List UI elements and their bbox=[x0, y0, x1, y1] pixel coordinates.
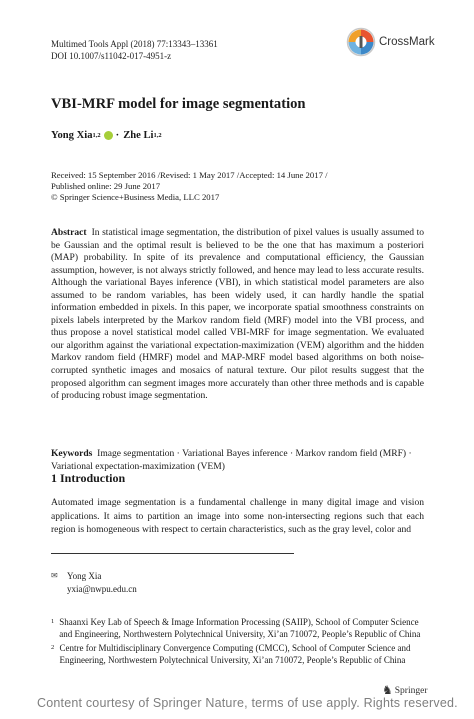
springer-horse-icon: ♞ bbox=[382, 683, 393, 697]
corresponding-author-name: Yong Xia bbox=[67, 571, 102, 581]
doi-line[interactable]: DOI 10.1007/s11042-017-4951-z bbox=[51, 51, 172, 61]
affiliation-footnote bbox=[51, 642, 431, 667]
section-heading: 1 Introduction bbox=[51, 471, 126, 485]
footnote-number: 2 bbox=[51, 644, 55, 651]
author-list bbox=[51, 130, 162, 141]
author-separator: · bbox=[115, 130, 120, 141]
abstract-text: In statistical image segmentation, the distribution of pixel values is usually assumed to be Gaussian and the optimal result is believed to be the one that has maximum a posteriori (MAP) probability. In spite of its prevalence and computational efficiency, the Gaussian assumption, however, is not always strictly followed, and hence may lead to less accurate results. Although the variational Bayes inference (VBI), in which statistical model parameters are also assumed to be random variables, has been widely used, it can hardly handle the spatial information embedded in pixels. In this paper, we incorporate spatial smoothness constraints on pixels labels interpreted by the Markov random field (MRF) model into the VBI process, and thus propose a novel statistical model called VBI-MRF for image segmentation. We evaluated our algorithm against the variational expectation-maximization (VEM) algorithm and the hidden Markov random field (HMRF) model and MAP-MRF model based algorithms on both noise-corrupted synthetic images and mosaics of natural texture. Our pilot results suggest that the proposed algorithm can segment images more accurately than other three methods and is capable of producing robust image segmentation. bbox=[51, 227, 424, 402]
footnote-number: 1 bbox=[51, 618, 55, 625]
article-title: VBI-MRF model for image segmentation bbox=[51, 96, 306, 112]
copyright-line: © Springer Science+Business Media, LLC 2017 bbox=[51, 192, 220, 202]
crossmark-badge[interactable] bbox=[346, 27, 435, 57]
footnote-divider bbox=[51, 553, 294, 554]
affiliation-footnote bbox=[51, 616, 431, 641]
received-dates: Received: 15 September 2016 /Revised: 1 May 2017 /Accepted: 14 June 2017 / bbox=[51, 170, 328, 180]
crossmark-icon bbox=[346, 27, 376, 57]
publication-dates bbox=[51, 170, 328, 203]
footnote-text: Centre for Multidisciplinary Convergence Computing (CMCC), School of Computer Science and Engineering, Northwestern Polytechnical University, Xi’an 710072, People’s Republic of China bbox=[59, 643, 411, 666]
keywords bbox=[51, 448, 424, 473]
publisher-name: Springer bbox=[394, 685, 428, 696]
correspondence bbox=[51, 570, 137, 595]
crossmark-label: CrossMark bbox=[379, 36, 435, 48]
author-name[interactable]: Yong Xia bbox=[51, 130, 93, 141]
corresponding-author-email[interactable]: yxia@nwpu.edu.cn bbox=[67, 583, 137, 594]
affiliation-superscript: 1,2 bbox=[92, 132, 101, 139]
abstract bbox=[51, 227, 424, 403]
keywords-text: Image segmentation · Variational Bayes inference · Markov random field (MRF) · Variational expectation-maximization (VEM) bbox=[51, 448, 412, 472]
footnote-text: Shaanxi Key Lab of Speech & Image Information Processing (SAIIP), School of Computer Science and Engineering, Northwestern Polytechnical University, Xi’an 710072, People’s Republic of China bbox=[59, 617, 421, 640]
abstract-label: Abstract bbox=[51, 227, 87, 238]
published-online-date: Published online: 29 June 2017 bbox=[51, 181, 161, 191]
orcid-icon[interactable] bbox=[104, 131, 113, 140]
courtesy-watermark: Content courtesy of Springer Nature, terms of use apply. Rights reserved. bbox=[37, 696, 458, 710]
keywords-label: Keywords bbox=[51, 448, 93, 459]
journal-volume-line: Multimed Tools Appl (2018) 77:13343–13361 bbox=[51, 39, 218, 49]
journal-citation bbox=[51, 38, 218, 62]
section-body: Automated image segmentation is a fundamental challenge in many digital image and vision applications. It aims to partition an image into some non-intersecting regions such that each region is homogeneous with respect to certain characteristics, such as the gray level, color and bbox=[51, 497, 424, 535]
envelope-icon: ✉ bbox=[51, 571, 58, 580]
affiliation-superscript: 1,2 bbox=[153, 132, 162, 139]
author-name[interactable]: Zhe Li bbox=[123, 130, 154, 141]
